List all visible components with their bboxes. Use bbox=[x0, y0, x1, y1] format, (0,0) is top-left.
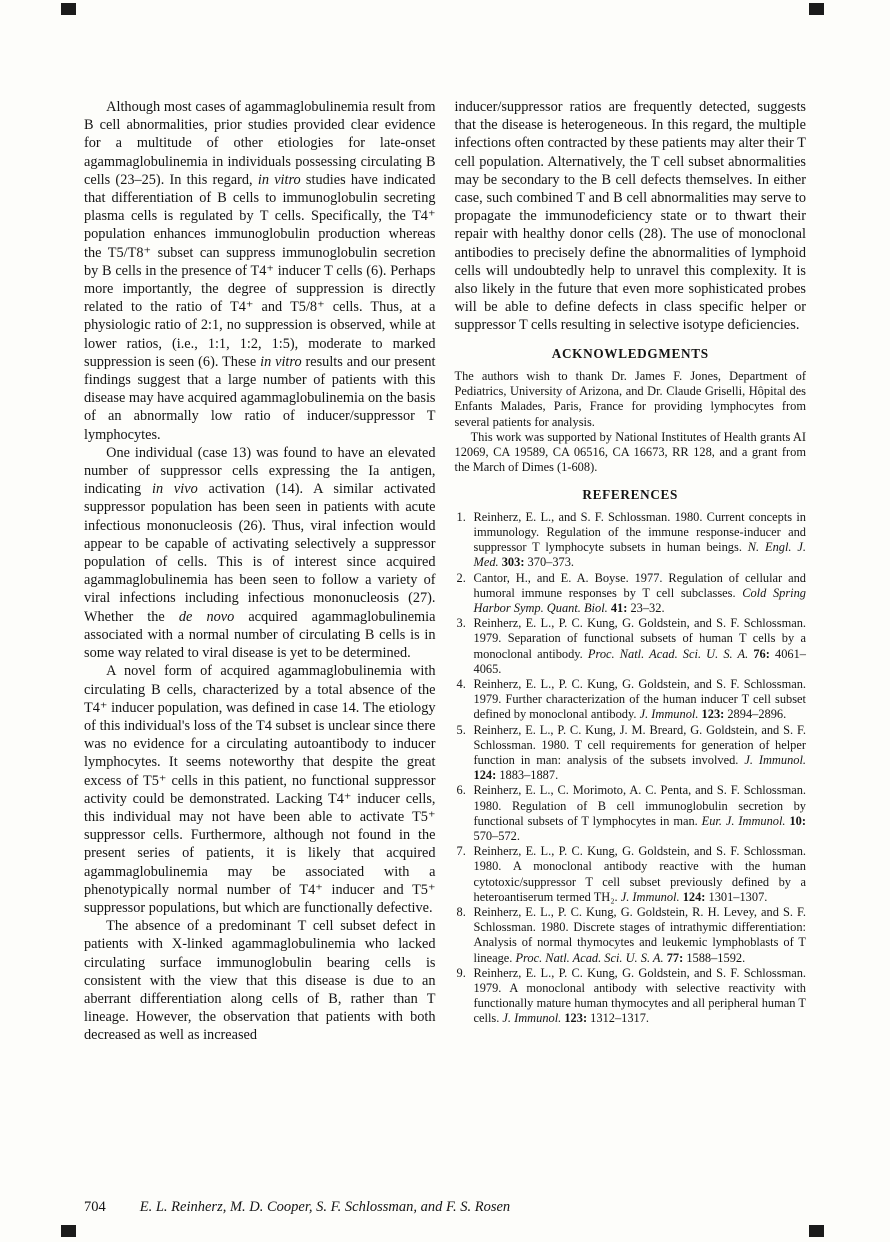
running-authors: E. L. Reinherz, M. D. Cooper, S. F. Schlossman, and F. S. Rosen bbox=[139, 1199, 511, 1215]
reference-text: Reinherz, E. L., P. C. Kung, G. Goldstein, and S. F. Schlossman. 1979. Further characterization of the human inducer T cell subset defined by monoclonal antibody. J. Immunol. 123: 2894–2896. bbox=[473, 676, 806, 722]
right-column bbox=[455, 98, 807, 1045]
acknowledgments-paragraph: The authors wish to thank Dr. James F. Jones, Department of Pediatrics, University of Arizona, and Dr. Claude Griselli, Hôpital des Enfants Malades, Paris, France for providing lymphocytes from several patients for analysis. bbox=[454, 368, 806, 429]
scan-mark-top-right bbox=[809, 3, 824, 15]
reference-item bbox=[455, 510, 807, 571]
reference-number: 1. bbox=[456, 509, 466, 524]
reference-item bbox=[455, 723, 807, 784]
two-column-layout bbox=[84, 98, 806, 1045]
reference-item bbox=[455, 844, 807, 905]
reference-number: 7. bbox=[456, 844, 466, 859]
reference-item bbox=[455, 905, 807, 966]
left-column bbox=[84, 98, 436, 1045]
acknowledgments-paragraph: This work was supported by National Institutes of Health grants AI 12069, CA 19589, CA 06516, CA 16673, RR 128, and a grant from the March of Dimes (1-608). bbox=[454, 429, 806, 475]
reference-number: 9. bbox=[456, 965, 466, 980]
reference-text: Reinherz, E. L., P. C. Kung, G. Goldstein, R. H. Levey, and S. F. Schlossman. 1980. Discrete stages of intrathymic differentiation: Analysis of normal thymocytes and leukemic lymphoblasts of T lineage. Proc. Natl. Acad. Sci. U. S. A. 77: 1588–1592. bbox=[473, 905, 806, 965]
body-paragraph: A novel form of acquired agammaglobulinemia with circulating B cells, characterized by a total absence of the T4⁺ inducer population, was defined in case 14. The etiology of this individual's loss of the T4 subset is unclear since there was no evidence for a circulating autoantibody to inducer lymphocytes. It seems noteworthy that despite the great excess of T5⁺ cells in this patient, no functional suppressor activity could be demonstrated. Lacking T4⁺ inducer cells, this individual may not have been able to activate T5⁺ suppressor cells. Furthermore, although not found in the present series of patients, it is likely that acquired agammaglobulinemia may be associated with a phenotypically normal number of T4⁺ inducer and T5⁺ suppressor populations, but which are functionally defective. bbox=[84, 663, 436, 916]
reference-number: 5. bbox=[456, 722, 466, 737]
scan-mark-bottom-left bbox=[61, 1225, 76, 1237]
reference-item bbox=[455, 966, 807, 1027]
reference-number: 2. bbox=[456, 570, 466, 585]
scan-mark-top-left bbox=[61, 3, 76, 15]
body-paragraph: The absence of a predominant T cell subset defect in patients with X-linked agammaglobulinemia who lacked circulating surface immunoglobulin bearing cells is consistent with the view that this disease is due to an aberrant differentiation along cells of B, rather than T lineage. However, the observation that patients with both decreased as well as increased bbox=[84, 918, 436, 1044]
reference-number: 6. bbox=[456, 783, 466, 798]
reference-item bbox=[455, 616, 807, 677]
reference-text: Reinherz, E. L., P. C. Kung, G. Goldstein, and S. F. Schlossman. 1979. Separation of functional subsets of human T cells by a monoclonal antibody. Proc. Natl. Acad. Sci. U. S. A. 76: 4061–4065. bbox=[473, 616, 806, 676]
acknowledgments-heading: ACKNOWLEDGMENTS bbox=[551, 345, 709, 361]
reference-number: 4. bbox=[456, 676, 466, 691]
references-heading: REFERENCES bbox=[582, 486, 679, 502]
scan-mark-bottom-right bbox=[809, 1225, 824, 1237]
body-paragraph: One individual (case 13) was found to have an elevated number of suppressor cells expressing the Ia antigen, indicating in vivo activation (14). A similar activated suppressor population has been seen in patients with acute infectious mononucleosis (26). Thus, viral infection would appear to be capable of activating selectively a suppressor population of cells. This is of interest since acquired agammaglobulinemia has been seen to follow a variety of viral infections including infectious mononucleosis (27). Whether the de novo acquired agammaglobulinemia associated with a normal number of circulating B cells is in some way related to viral disease is yet to be determined. bbox=[84, 444, 436, 662]
reference-list bbox=[455, 510, 807, 1027]
body-paragraph-continuation: inducer/suppressor ratios are frequently detected, suggests that the disease is heterogeneous. In this regard, the multiple infections often contracted by these patients may alter their T cell population. Alternatively, the T cell subset abnormalities may be secondary to the B cell defects themselves. In either case, such combined T and B cell abnormalities may serve to propagate the immunodeficiency state or to thwart their repair with healthy donor cells (28). The use of monoclonal antibodies to precisely define the abnormalities of lymphoid cells will undoubtedly help to unravel this complexity. It is also likely in the future that even more sophisticated probes will be able to define defects in class specific helper or suppressor T cells resulting in selective isotype deficiencies. bbox=[454, 99, 806, 334]
reference-text: Reinherz, E. L., P. C. Kung, J. M. Breard, G. Goldstein, and S. F. Schlossman. 1980. T cell requirements for generation of helper function in man: analysis of the subsets involved. J. Immunol. 124: 1883–1887. bbox=[473, 722, 807, 783]
reference-text: Reinherz, E. L., C. Morimoto, A. C. Penta, and S. F. Schlossman. 1980. Regulation of B cell immunoglobulin secretion by functional subsets of T lymphocytes in man. Eur. J. Immunol. 10: 570–572. bbox=[473, 783, 806, 843]
page-number: 704 bbox=[84, 1199, 106, 1215]
reference-text: Reinherz, E. L., P. C. Kung, G. Goldstein, and S. F. Schlossman. 1980. A monoclonal antibody reactive with the human cytotoxic/suppressor T cell subset previously defined by a heteroantiserum termed TH₂. J. Immunol. 124: 1301–1307. bbox=[473, 844, 806, 904]
reference-text: Reinherz, E. L., P. C. Kung, G. Goldstein, and S. F. Schlossman. 1979. A monoclonal antibody with selective reactivity with functionally mature human thymocytes and all peripheral human T cells. J. Immunol. 123: 1312–1317. bbox=[473, 965, 806, 1026]
reference-item bbox=[455, 571, 807, 617]
page-footer bbox=[84, 1199, 806, 1216]
reference-number: 8. bbox=[456, 905, 466, 919]
reference-item bbox=[455, 677, 807, 723]
reference-number: 3. bbox=[456, 616, 466, 631]
reference-text: Cantor, H., and E. A. Boyse. 1977. Regulation of cellular and humoral immune responses by T cell subclasses. Cold Spring Harbor Symp. Quant. Biol. 41: 23–32. bbox=[473, 570, 806, 615]
reference-item bbox=[455, 783, 807, 844]
reference-text: Reinherz, E. L., and S. F. Schlossman. 1980. Current concepts in immunology. Regulation of the immune response-inducer and suppressor T lymphocyte subsets in human beings. N. Engl. J. Med. 303: 370–373. bbox=[473, 509, 806, 570]
body-paragraph: Although most cases of agammaglobulinemia result from B cell abnormalities, prior studies provided clear evidence for a multitude of other etiologies for late-onset agammaglobulinemia in individuals possessing circulating B cells (23–25). In this regard, in vitro studies have indicated that differentiation of B cells to immunoglobulin secreting plasma cells is regulated by T cells. Specifically, the T4⁺ population enhances immunoglobulin production whereas the T5/T8⁺ subset can suppress immunoglobulin secretion by B cells in the presence of T4⁺ inducer T cells (6). Perhaps more importantly, the degree of suppression is directly related to the ratio of T4⁺ and T5/8⁺ cells. Thus, at a physiologic ratio of 2:1, no suppression is observed, while at lower ratios, (i.e., 1:1, 1:2, 1:5), moderate to marked suppression is seen (6). These in vitro results and our present findings suggest that a large number of patients with this disease may have acquired agammaglobulinemia on the basis of an abnormally low ratio of inducer/suppressor T lymphocytes. bbox=[84, 99, 436, 443]
